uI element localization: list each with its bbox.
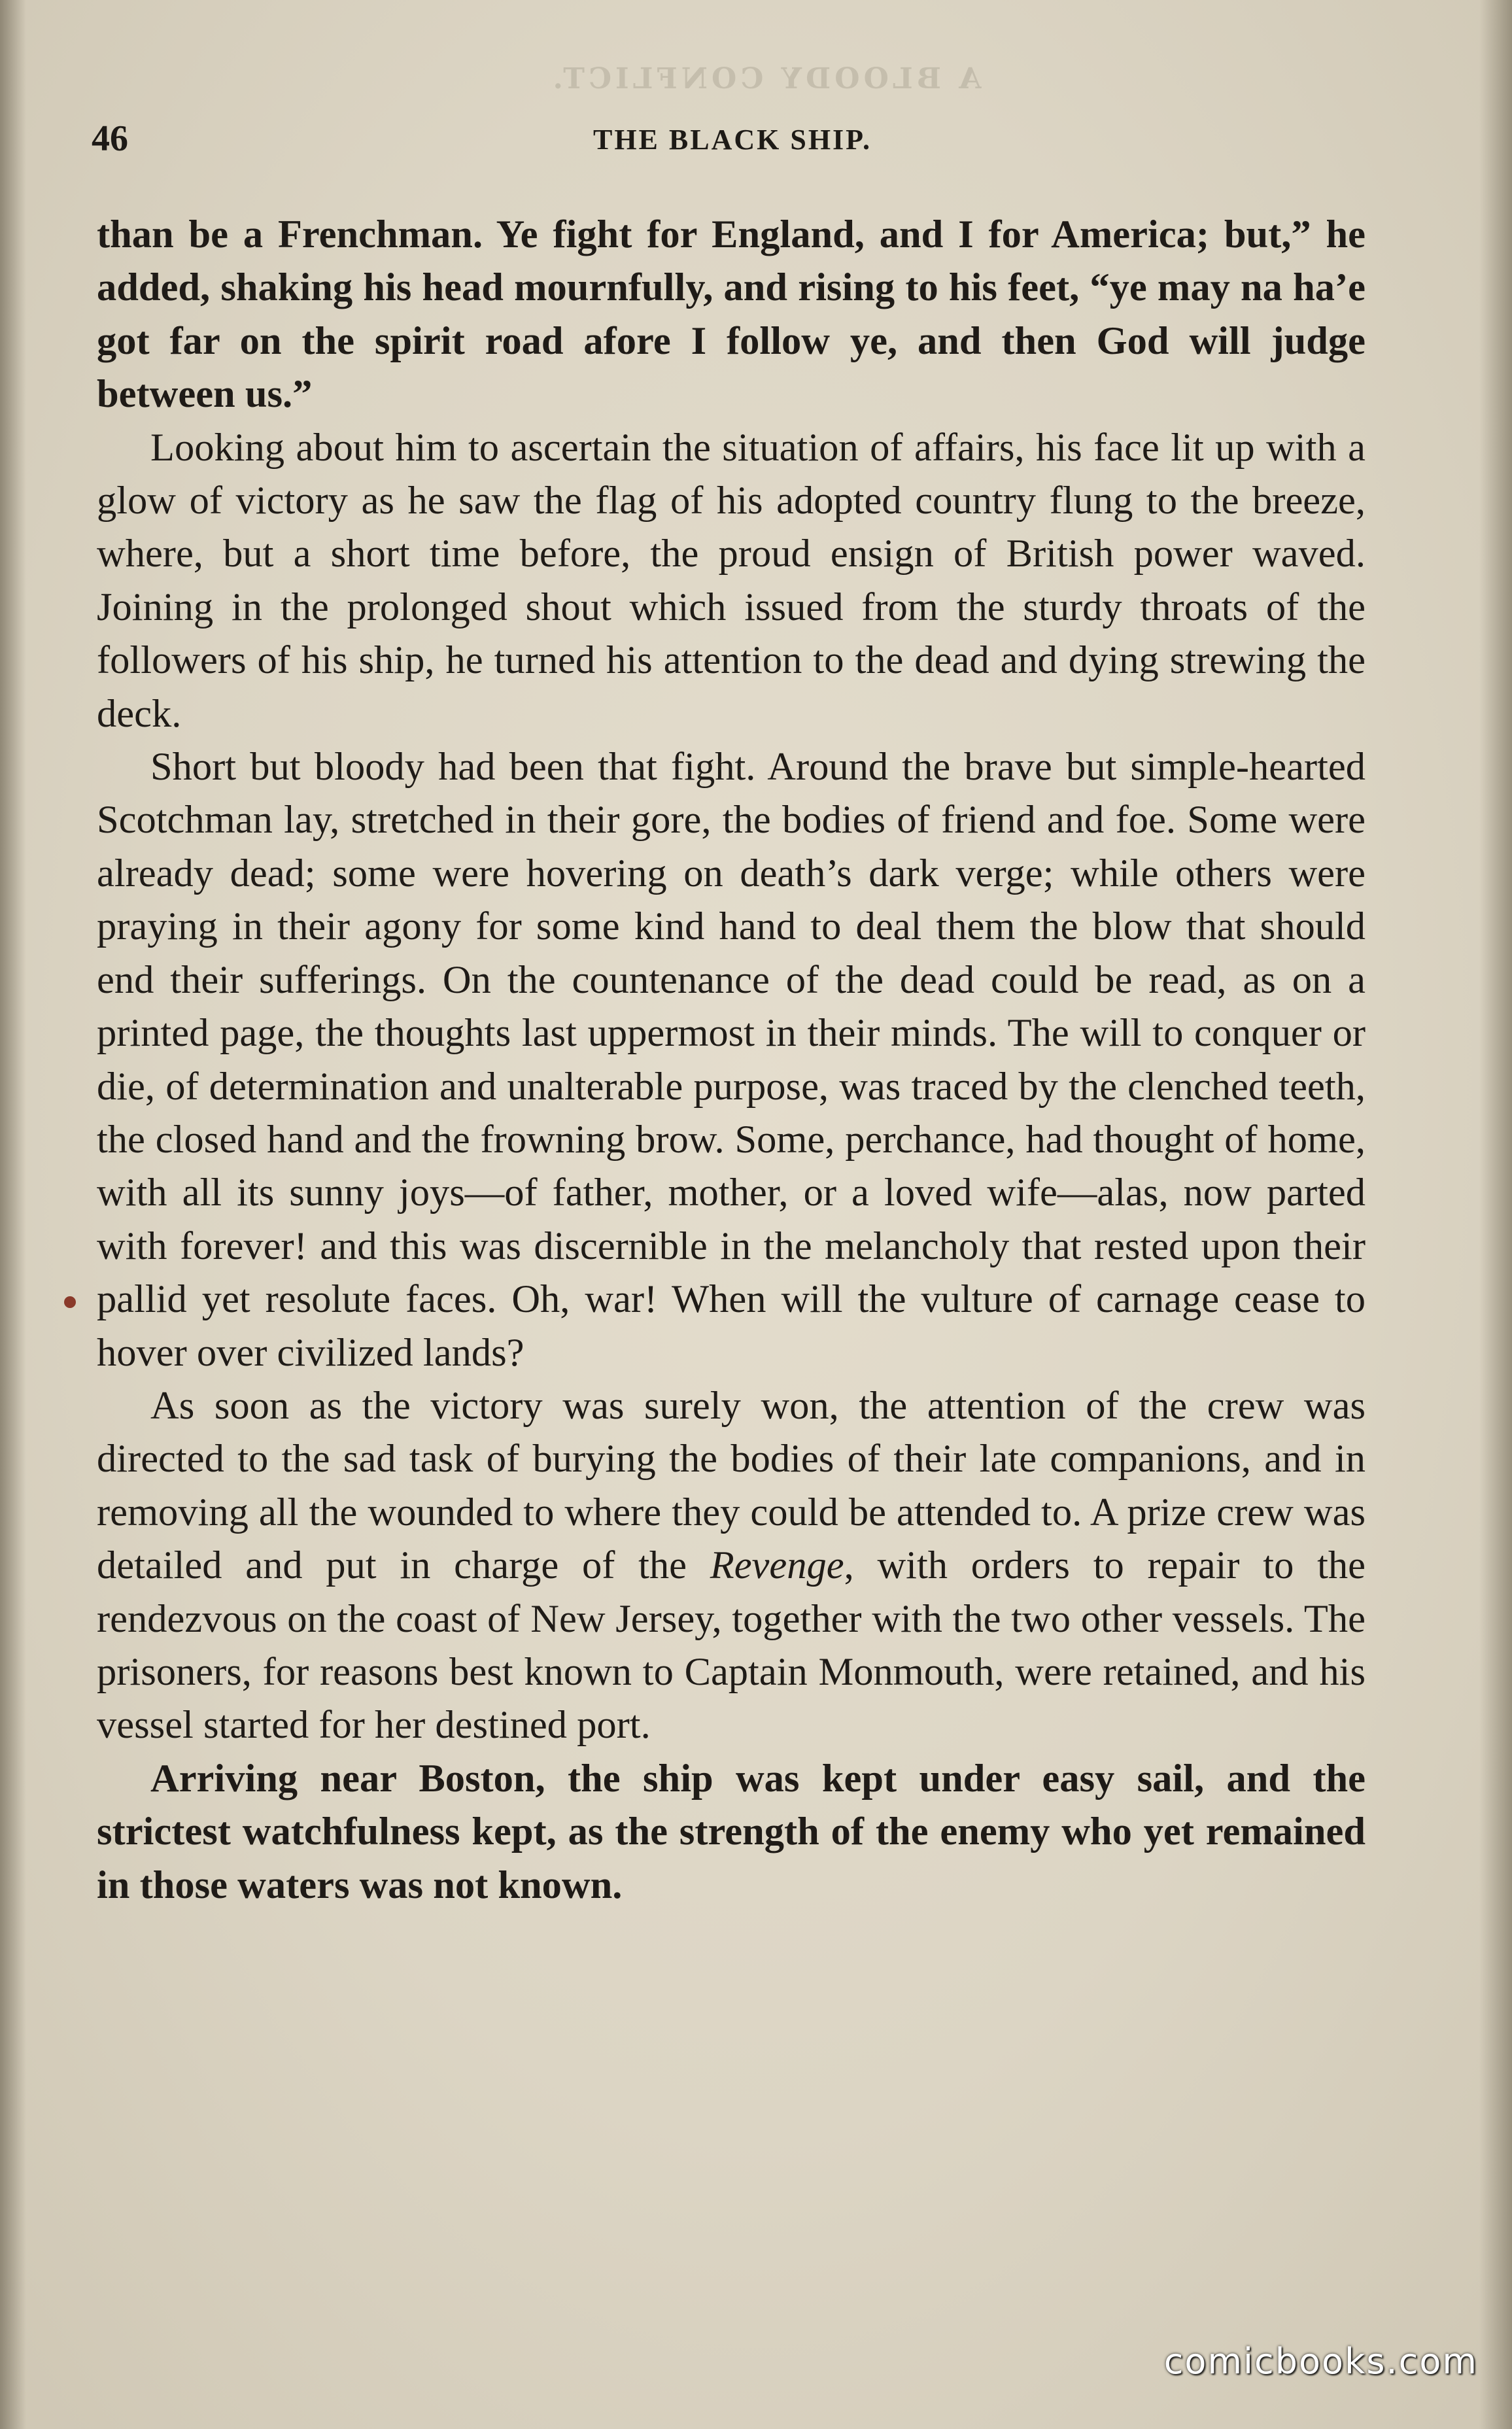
paragraph-3: Short but bloody had been that fight. Around the brave but simple-hearted Scotchman lay, stretched in their gore, the bodies of friend and foe. Some were already dead; some were hovering on death’s dark verge; while others were praying in their agony for some kind hand to deal them the blow that should end their sufferings. On the countenance of the dead could be read, as on a printed page, the thoughts last uppermost in their minds. The will to conquer or die, of determination and unalterable purpose, was traced by the clenched teeth, the closed hand and the frowning brow. Some, perchance, had thought of home, with all its sunny joys—of father, mother, or a loved wife—alas, now parted with forever! and this was discernible in the melancholy that rested upon their pallid yet resolute faces. Oh, war! When will the vulture of carnage cease to hover over civilized lands? [97,745,1366,1375]
paragraph-4-part-2: , with orders to repair to the rendezvous on the coast of New Jersey, together with the two other vessels. The prisoners, for reasons best known to Captain Monmouth, were retained, and his vessel started for her destined port. [97,1543,1366,1748]
ship-name-revenge: Revenge [710,1543,844,1588]
paragraph-5: Arriving near Boston, the ship was kept under easy sail, and the strictest watchfulness kept, as the strength of the enemy who yet remained in those waters was not known. [97,1756,1366,1907]
ink-blot-mark [64,1296,76,1308]
page-edge-shadow-right [1479,0,1512,2429]
paragraph-4 [97,1379,1366,1752]
show-through-header: A BLOODY CONFLICT. [549,62,982,95]
paragraph-4-part-1: As soon as the victory was surely won, the attention of the crew was directed to the sad task of burying the bodies of their late companions, and in removing all the wounded to where they could be attended to. A prize crew was detailed and put in charge of the [97,1383,1366,1588]
paragraph-1: than be a Frenchman. Ye fight for England, and I for America; but,” he added, shaking his head mournfully, and rising to his feet, “ye may na ha’e got far on the spirit road afore I follow ye, and then God will judge between us.” [97,213,1366,417]
watermark: comicbooks.com [1163,2341,1478,2382]
body-text [97,208,1366,1912]
running-title: THE BLACK SHIP. [593,124,872,156]
page-number: 46 [92,118,128,159]
page-header [92,118,1373,164]
page-edge-shadow-left [0,0,26,2429]
paragraph-2: Looking about him to ascertain the situation of affairs, his face lit up with a glow of victory as he saw the flag of his adopted country flung to the breeze, where, but a short time before, the proud ensign of British power waved. Joining in the prolonged shout which issued from the sturdy throats of the followers of his ship, he turned his attention to the dead and dying strewing the deck. [97,425,1366,736]
